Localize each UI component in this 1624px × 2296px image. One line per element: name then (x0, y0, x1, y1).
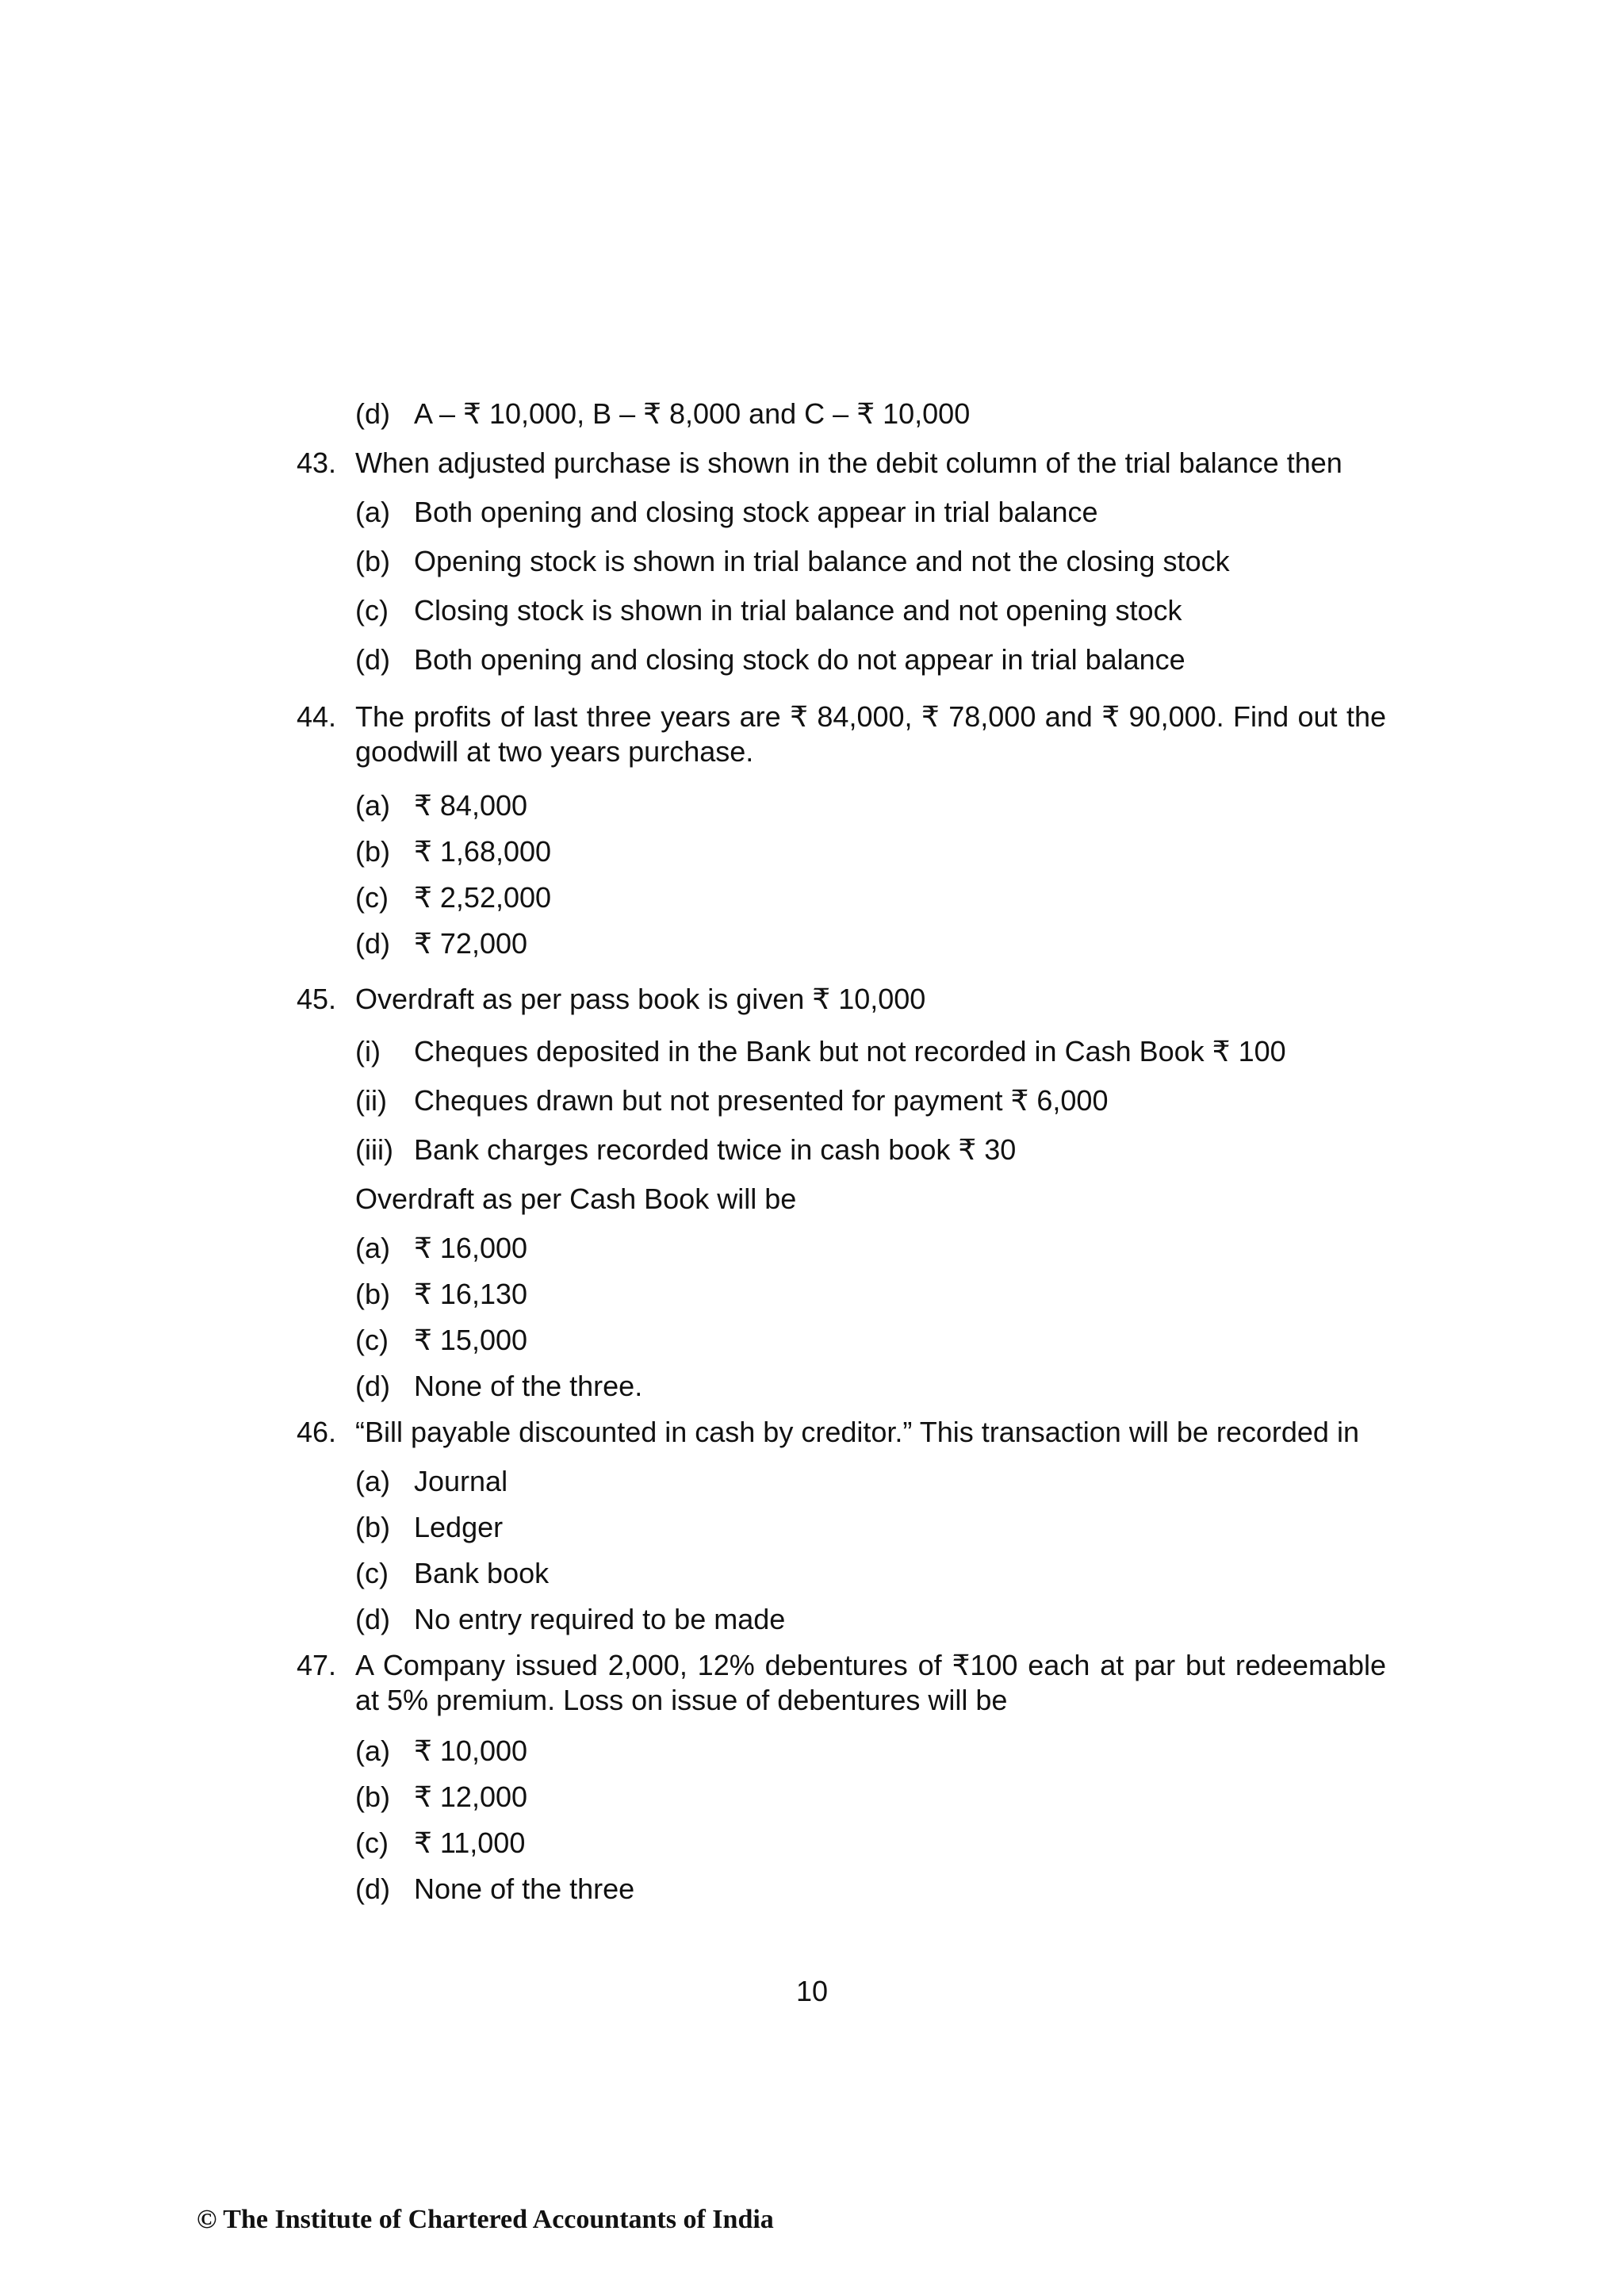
option-text: Bank book (414, 1557, 550, 1589)
option-text: ₹ 72,000 (414, 927, 528, 960)
option-label: (b) (355, 1780, 390, 1813)
footer-copyright: © The Institute of Chartered Accountants of India (197, 2205, 774, 2234)
option-label: (d) (355, 643, 390, 676)
item-text: Cheques drawn but not presented for payment ₹ 6,000 (414, 1084, 1109, 1117)
option-text: None of the three (414, 1872, 635, 1905)
option-label: (d) (355, 1872, 390, 1905)
question-number: 46. (297, 1416, 337, 1448)
option-label: (b) (355, 1511, 390, 1543)
option-label: (c) (355, 594, 389, 627)
question-number: 43. (297, 447, 337, 479)
option-text: ₹ 84,000 (414, 789, 528, 822)
option-text: ₹ 10,000 (414, 1734, 528, 1767)
option-text: ₹ 15,000 (414, 1324, 528, 1356)
item-label: (i) (355, 1035, 381, 1068)
option-text: Ledger (414, 1511, 504, 1543)
followup-text: Overdraft as per Cash Book will be (355, 1182, 797, 1215)
option-label: (c) (355, 1826, 389, 1859)
option-text: Opening stock is shown in trial balance and not the closing stock (414, 545, 1230, 577)
page-number: 10 (795, 1975, 829, 2007)
question-text: A Company issued 2,000, 12% debentures of ₹100 each at par but redeemable at 5% premium. Loss on issue of debentures will be (355, 1649, 1386, 1716)
option-label: (b) (355, 1278, 390, 1310)
question-number: 45. (297, 983, 337, 1015)
option-label: (a) (355, 1232, 390, 1264)
item-label: (iii) (355, 1133, 393, 1166)
option-text: ₹ 12,000 (414, 1780, 528, 1813)
question-text: Overdraft as per pass book is given ₹ 10,000 (355, 983, 926, 1015)
option-text: ₹ 2,52,000 (414, 881, 552, 914)
item-label: (ii) (355, 1084, 387, 1117)
option-label: (a) (355, 1465, 390, 1497)
option-label: (b) (355, 835, 390, 868)
option-text: ₹ 11,000 (414, 1826, 526, 1859)
option-label: (c) (355, 1324, 389, 1356)
option-label: (d) (355, 1370, 390, 1402)
question-text: When adjusted purchase is shown in the debit column of the trial balance then (355, 447, 1342, 479)
option-label: (a) (355, 496, 390, 528)
question-text: “Bill payable discounted in cash by creditor.” This transaction will be recorded in (355, 1416, 1359, 1448)
option-text: Both opening and closing stock do not appear in trial balance (414, 643, 1185, 676)
option-label: (c) (355, 881, 389, 914)
option-label: (a) (355, 1734, 390, 1767)
item-text: Cheques deposited in the Bank but not recorded in Cash Book ₹ 100 (414, 1035, 1286, 1068)
option-text: A – ₹ 10,000, B – ₹ 8,000 and C – ₹ 10,000 (414, 397, 971, 430)
option-text: Both opening and closing stock appear in trial balance (414, 496, 1098, 528)
option-label: (a) (355, 789, 390, 822)
question-text: The profits of last three years are ₹ 84,000, ₹ 78,000 and ₹ 90,000. Find out the goodwill at two years purchase. (355, 700, 1386, 768)
option-text: ₹ 16,000 (414, 1232, 528, 1264)
question-number: 44. (297, 700, 337, 733)
option-label: (d) (355, 397, 390, 430)
option-text: No entry required to be made (414, 1603, 786, 1635)
option-label: (d) (355, 1603, 390, 1635)
option-text: ₹ 1,68,000 (414, 835, 552, 868)
option-label: (c) (355, 1557, 389, 1589)
option-text: Journal (414, 1465, 508, 1497)
option-label: (b) (355, 545, 390, 577)
option-text: None of the three. (414, 1370, 643, 1402)
option-text: Closing stock is shown in trial balance and not opening stock (414, 594, 1182, 627)
option-text: ₹ 16,130 (414, 1278, 528, 1310)
item-text: Bank charges recorded twice in cash book ₹ 30 (414, 1133, 1017, 1166)
option-label: (d) (355, 927, 390, 960)
question-number: 47. (297, 1649, 337, 1681)
